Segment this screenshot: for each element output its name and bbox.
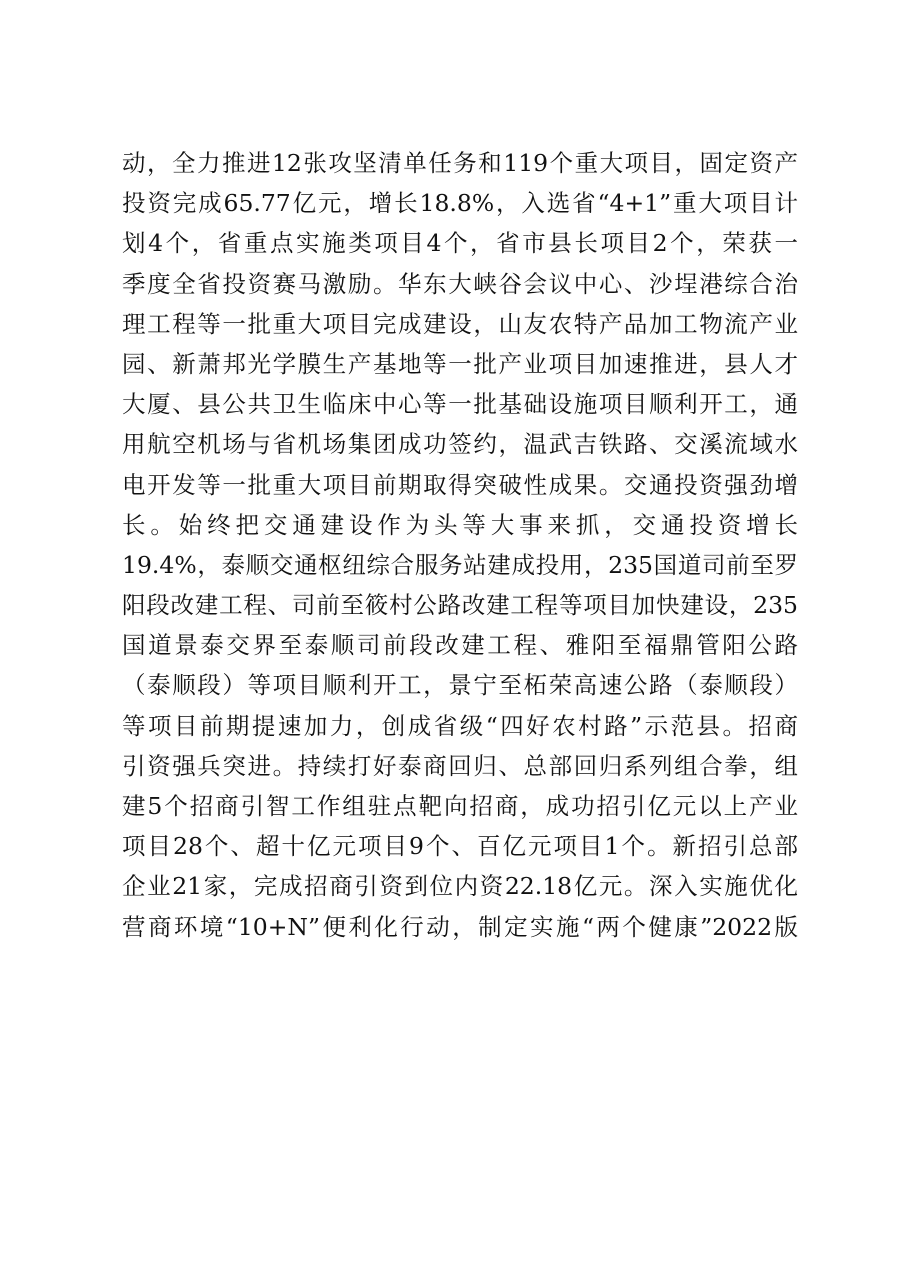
text-line-19: 企业21家，完成招商引资到位内资22.18亿元。深入实施优化 bbox=[122, 872, 798, 901]
text-line-14: （泰顺段）等项目顺利开工，景宁至柘荣高速公路（泰顺段） bbox=[122, 671, 798, 700]
text-line-7: 大厦、县公共卫生临床中心等一批基础设施项目顺利开工，通 bbox=[122, 390, 798, 419]
text-line-17: 建5个招商引智工作组驻点靶向招商，成功招引亿元以上产业 bbox=[122, 792, 798, 820]
text-line-4: 季度全省投资赛马激励。华东大峡谷会议中心、沙埕港综合治 bbox=[122, 269, 798, 298]
text-line-2: 投资完成65.77亿元，增长18.8%，入选省“4+1”重大项目计 bbox=[122, 189, 798, 218]
text-line-12: 阳段改建工程、司前至筱村公路改建工程等项目加快建设，235 bbox=[122, 591, 798, 620]
text-line-5: 理工程等一批重大项目完成建设，山友农特产品加工物流产业 bbox=[122, 309, 798, 338]
text-line-6: 园、新萧邦光学膜生产基地等一批产业项目加速推进，县人才 bbox=[122, 349, 798, 378]
text-line-8: 用航空机场与省机场集团成功签约，温武吉铁路、交溪流域水 bbox=[122, 430, 798, 459]
text-line-15: 等项目前期提速加力，创成省级“四好农村路”示范县。招商 bbox=[122, 711, 798, 740]
text-line-9: 电开发等一批重大项目前期取得突破性成果。交通投资强劲增 bbox=[122, 470, 798, 499]
text-line-13: 国道景泰交界至泰顺司前段改建工程、雅阳至福鼎管阳公路 bbox=[122, 631, 798, 660]
text-line-10: 长。始终把交通建设作为头等大事来抓，交通投资增长 bbox=[122, 510, 798, 539]
text-line-18: 项目28个、超十亿元项目9个、百亿元项目1个。新招引总部 bbox=[122, 832, 798, 861]
text-line-1: 动，全力推进12张攻坚清单任务和119个重大项目，固定资产 bbox=[122, 149, 798, 177]
text-line-3: 划4个，省重点实施类项目4个，省市县长项目2个，荣获一 bbox=[122, 229, 798, 258]
text-line-20: 营商环境“10+N”便利化行动，制定实施“两个健康”2022版 bbox=[122, 912, 798, 941]
body-paragraph bbox=[122, 143, 798, 947]
text-line-11: 19.4%，泰顺交通枢纽综合服务站建成投用，235国道司前至罗 bbox=[122, 550, 798, 579]
text-line-16: 引资强兵突进。持续打好泰商回归、总部回归系列组合拳，组 bbox=[122, 751, 798, 780]
